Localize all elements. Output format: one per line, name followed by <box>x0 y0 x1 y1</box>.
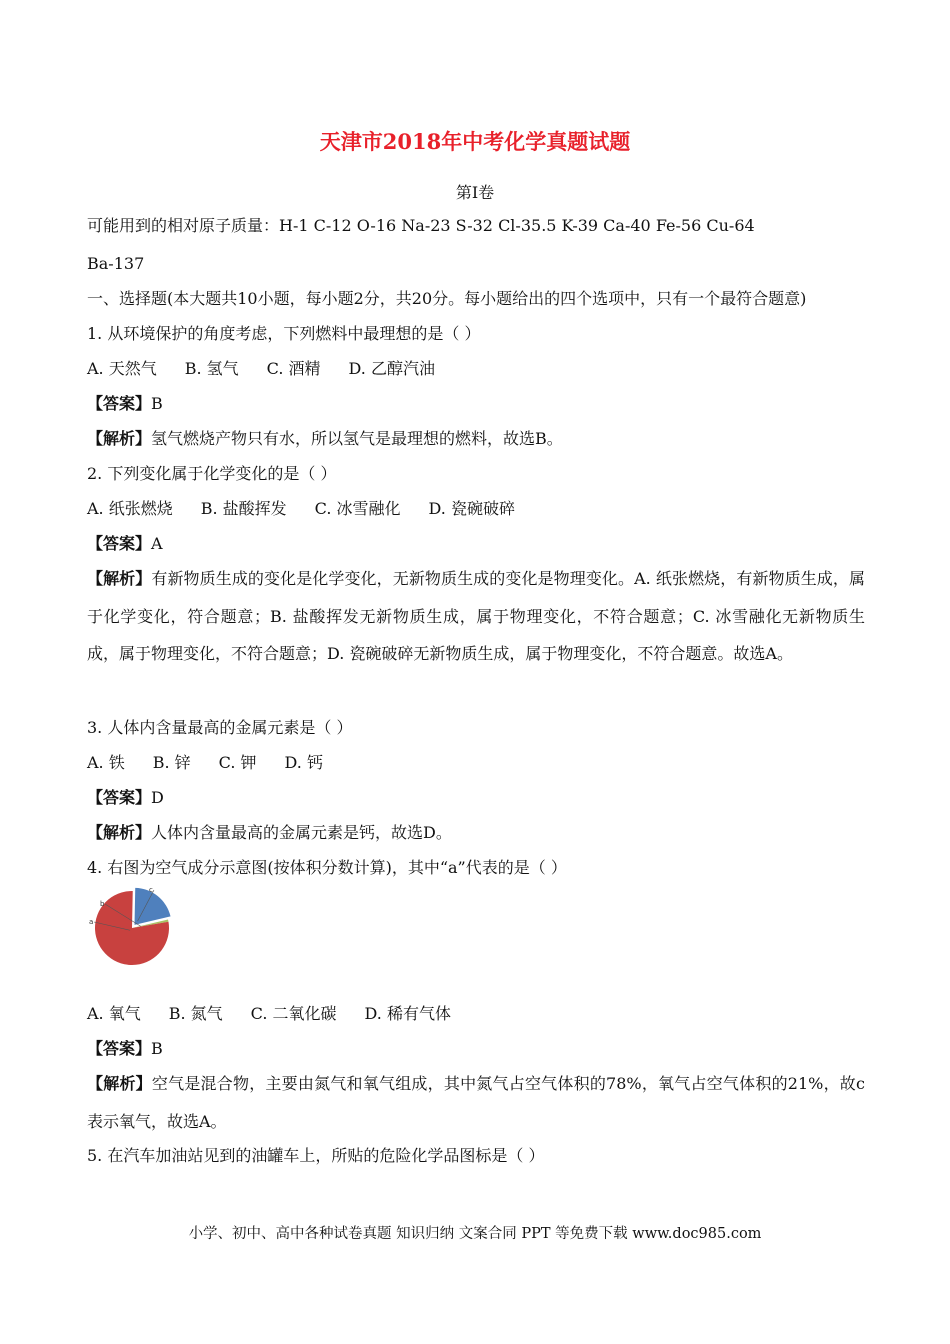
analysis-text: 有新物质生成的变化是化学变化，无新物质生成的变化是物理变化。A. 纸张燃烧，有新物质生成，属于化学变化，符合题意；B. 盐酸挥发无新物质生成，属于物理变化，不符合题意；C. 冰雪融化无新物质生成，属于物理变化，不符合题意；D. 瓷碗破碎无新物质生成，属于物理变化，不符合题意。故选A。 <box>87 569 865 663</box>
answer-value: A <box>151 534 163 553</box>
answer-value: B <box>151 394 163 413</box>
pie-label-b: b <box>100 900 105 908</box>
analysis-label: 【解析】 <box>87 823 152 842</box>
option: B. 氮气 <box>168 1004 223 1023</box>
option: D. 钙 <box>284 753 323 772</box>
question-3-answer <box>87 788 164 808</box>
analysis-label: 【解析】 <box>87 569 152 588</box>
question-1-options <box>87 359 435 379</box>
atomic-mass-line-1: 可能用到的相对原子质量：H-1 C-12 O-16 Na-23 S-32 Cl-35.5 K-39 Ca-40 Fe-56 Cu-64 <box>87 216 755 235</box>
question-2-options <box>87 499 515 519</box>
pie-label-c: c <box>149 886 153 894</box>
question-2-stem: 2. 下列变化属于化学变化的是（ ） <box>87 464 337 483</box>
volume-heading: 第Ⅰ卷 <box>455 183 495 202</box>
question-4-options <box>87 1004 451 1024</box>
analysis-text: 空气是混合物，主要由氮气和氧气组成，其中氮气占空气体积的78%，氧气占空气体积的21%，故c表示氧气，故选A。 <box>87 1074 865 1131</box>
page-title: 天津市2018年中考化学真题试题 <box>319 129 631 154</box>
option: D. 乙醇汽油 <box>348 359 435 378</box>
section-heading: 一、选择题(本大题共10小题，每小题2分，共20分。每小题给出的四个选项中，只有一个最符合题意) <box>87 289 807 308</box>
question-1-analysis <box>87 429 563 449</box>
analysis-text: 氢气燃烧产物只有水，所以氢气是最理想的燃料，故选B。 <box>151 429 563 448</box>
question-2-answer <box>87 534 163 554</box>
option: A. 天然气 <box>87 359 157 378</box>
answer-label: 【答案】 <box>87 394 152 413</box>
answer-label: 【答案】 <box>87 788 152 807</box>
analysis-label: 【解析】 <box>87 1074 152 1093</box>
air-composition-pie-chart <box>86 884 172 970</box>
question-3-stem: 3. 人体内含量最高的金属元素是（ ） <box>87 718 353 737</box>
question-1-stem: 1. 从环境保护的角度考虑，下列燃料中最理想的是（ ） <box>87 324 481 343</box>
option: D. 瓷碗破碎 <box>428 499 515 518</box>
option: B. 锌 <box>152 753 191 772</box>
answer-value: B <box>151 1039 163 1058</box>
pie-label-a: a <box>89 918 94 926</box>
answer-label: 【答案】 <box>87 534 152 553</box>
question-3-options <box>87 753 323 773</box>
question-5-stem: 5. 在汽车加油站见到的油罐车上，所贴的危险化学品图标是（ ） <box>87 1146 545 1165</box>
option: B. 氢气 <box>184 359 239 378</box>
question-4-stem: 4. 右图为空气成分示意图(按体积分数计算)，其中“a”代表的是（ ） <box>87 858 567 877</box>
option: C. 二氧化碳 <box>250 1004 337 1023</box>
pie-svg <box>86 884 172 970</box>
option: D. 稀有气体 <box>364 1004 451 1023</box>
question-2-analysis <box>87 560 865 673</box>
option: B. 盐酸挥发 <box>200 499 287 518</box>
atomic-mass-line-2: Ba-137 <box>87 254 145 273</box>
analysis-text: 人体内含量最高的金属元素是钙，故选D。 <box>151 823 452 842</box>
answer-value: D <box>151 788 164 807</box>
option: C. 酒精 <box>266 359 321 378</box>
question-4-analysis <box>87 1065 865 1140</box>
page-footer: 小学、初中、高中各种试卷真题 知识归纳 文案合同 PPT 等免费下载 www.doc985.com <box>188 1226 762 1242</box>
option: C. 钾 <box>218 753 257 772</box>
question-3-analysis <box>87 823 452 843</box>
option: A. 铁 <box>87 753 125 772</box>
option: C. 冰雪融化 <box>314 499 401 518</box>
answer-label: 【答案】 <box>87 1039 152 1058</box>
option: A. 纸张燃烧 <box>87 499 173 518</box>
question-4-answer <box>87 1039 163 1059</box>
analysis-label: 【解析】 <box>87 429 152 448</box>
question-1-answer <box>87 394 163 414</box>
option: A. 氧气 <box>87 1004 141 1023</box>
